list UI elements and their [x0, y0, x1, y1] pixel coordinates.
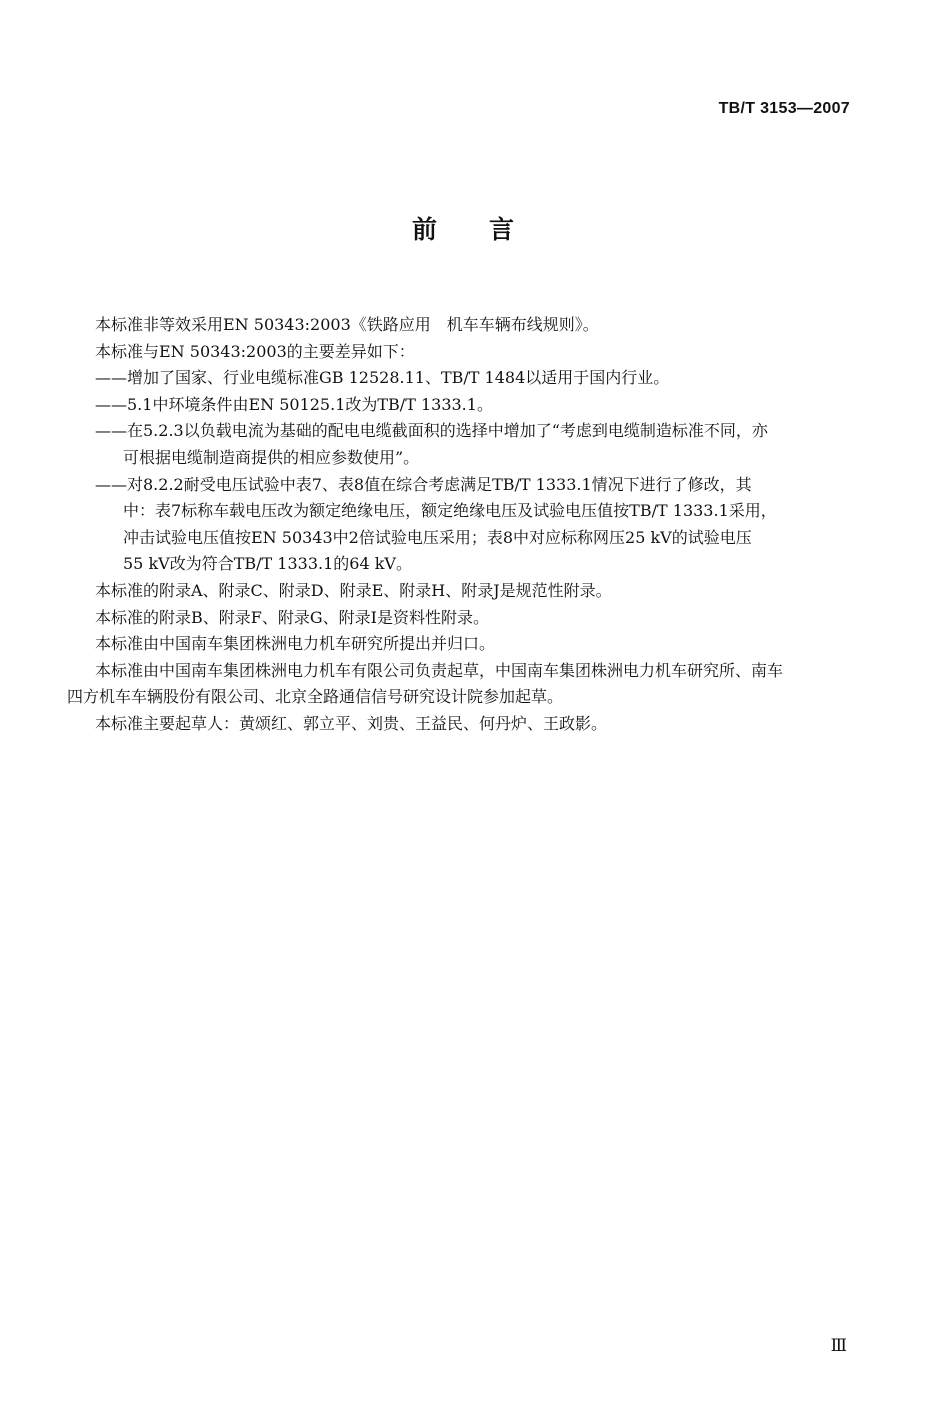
list-item-cable-standards: ——增加了国家、行业电缆标准GB 12528.11、TB/T 1484以适用于国内行业。 [95, 368, 670, 388]
list-item-withstand-voltage: ——对8.2.2耐受电压试验中表7、表8值在综合考虑满足TB/T 1333.1情况下进行了修改，其 [95, 474, 752, 494]
paragraph-proposer: 本标准由中国南车集团株洲电力机车研究所提出并归口。 [95, 634, 496, 654]
paragraph-drafting-units: 本标准由中国南车集团株洲电力机车有限公司负责起草，中国南车集团株洲电力机车研究所、南车 [95, 660, 784, 680]
page-number: Ⅲ [830, 1336, 846, 1356]
foreword-body [67, 312, 869, 738]
standard-number: TB/T 3153—2007 [718, 100, 850, 117]
list-item-withstand-voltage-cont-1: 中：表7标称车载电压改为额定绝缘电压，额定绝缘电压及试验电压值按TB/T 1333.1采用， [123, 501, 777, 521]
paragraph-informative-annexes: 本标准的附录B、附录F、附录G、附录I是资料性附录。 [95, 607, 489, 627]
list-item-withstand-voltage-cont-3: 55 kV改为符合TB/T 1333.1的64 kV。 [123, 554, 412, 574]
paragraph-drafters: 本标准主要起草人：黄颂红、郭立平、刘贵、王益民、何丹炉、王政影。 [95, 713, 608, 733]
list-item-cross-section-cont: 可根据电缆制造商提供的相应参数使用”。 [123, 447, 420, 467]
list-item-environment: ——5.1中环境条件由EN 50125.1改为TB/T 1333.1。 [95, 394, 493, 414]
list-item-cross-section: ——在5.2.3以负载电流为基础的配电电缆截面积的选择中增加了“考虑到电缆制造标准不同，亦 [95, 421, 768, 441]
paragraph-drafting-units-cont: 四方机车车辆股份有限公司、北京全路通信信号研究设计院参加起草。 [67, 687, 564, 707]
paragraph-differences-intro: 本标准与EN 50343:2003的主要差异如下： [95, 341, 415, 361]
paragraph-normative-annexes: 本标准的附录A、附录C、附录D、附录E、附录H、附录J是规范性附录。 [95, 580, 612, 600]
foreword-heading: 前言 [411, 215, 566, 244]
list-item-withstand-voltage-cont-2: 冲击试验电压值按EN 50343中2倍试验电压采用；表8中对应标称网压25 kV的试验电压 [123, 527, 752, 547]
paragraph-adoption: 本标准非等效采用EN 50343:2003《铁路应用 机车车辆布线规则》。 [95, 315, 599, 334]
